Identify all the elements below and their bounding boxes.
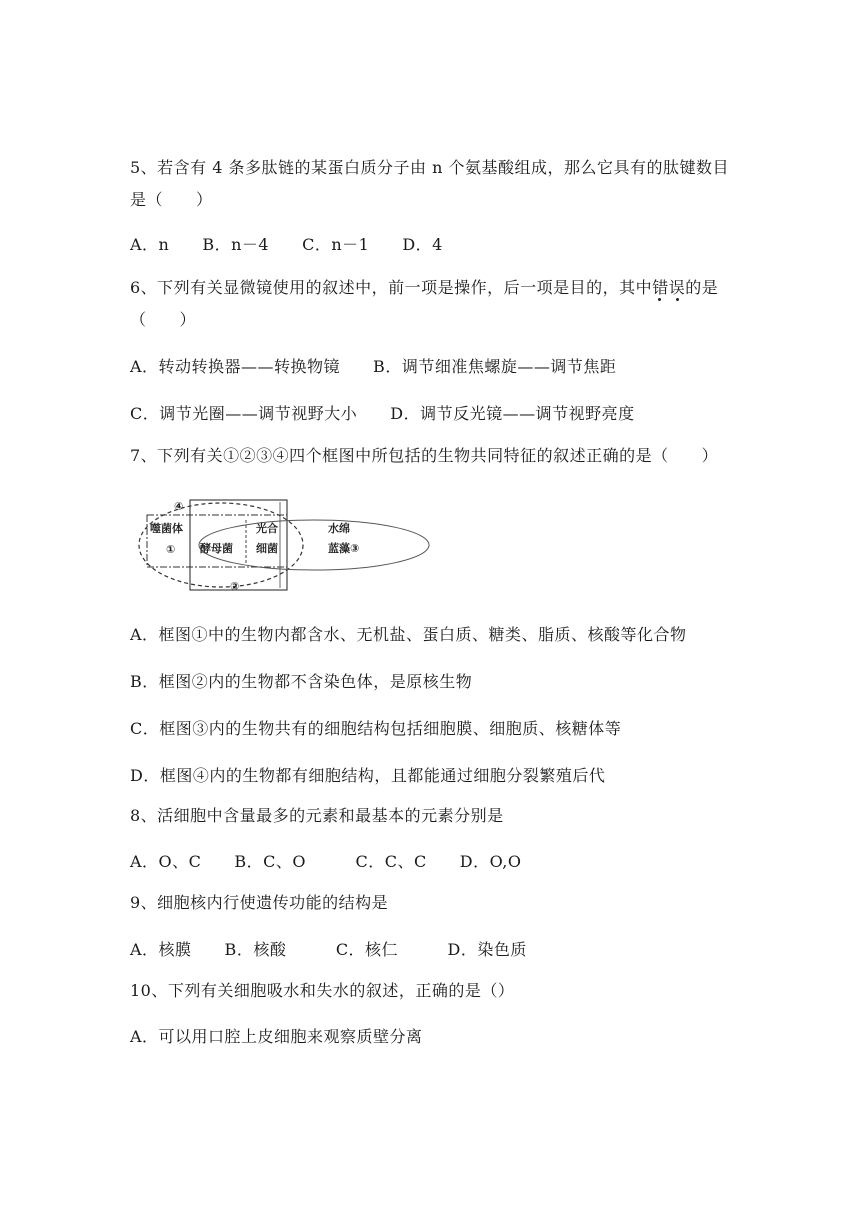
label-spirogyra: 水绵: [328, 522, 350, 535]
q6-stem-line1: [130, 278, 718, 298]
q6-emphasis-word: 错误: [652, 278, 686, 297]
q5-options: A．n B．n－4 C．n－1 D．4: [130, 235, 443, 254]
label-phage: 噬菌体: [150, 522, 183, 535]
frame-3-ellipse: [199, 520, 429, 570]
q6-stem-text: 6、下列有关显微镜使用的叙述中，前一项是操作，后一项是目的，其中: [130, 278, 653, 297]
q5-stem-line1: 5、若含有 4 条多肽链的某蛋白质分子由 n 个氨基酸组成，那么它具有的肽键数目: [130, 158, 730, 177]
q8-stem: 8、活细胞中含量最多的元素和最基本的元素分别是: [130, 806, 504, 825]
q7-option-d: D．框图④内的生物都有细胞结构，且都能通过细胞分裂繁殖后代: [130, 766, 606, 785]
q9-stem: 9、细胞核内行使遗传功能的结构是: [130, 893, 389, 912]
q7-venn-diagram: [130, 490, 430, 600]
label-2: ②: [230, 580, 240, 593]
q6-options-ab: A．转动转换器——转换物镜 B．调节细准焦螺旋——调节焦距: [130, 357, 617, 376]
q6-stem-tail: 的是: [685, 278, 719, 297]
label-1: ①: [166, 543, 176, 556]
q8-options: A．O、C B．C、O C．C、C D．O,O: [130, 852, 522, 871]
q6-stem-line2: （ ）: [130, 310, 197, 329]
q10-stem: 10、下列有关细胞吸水和失水的叙述，正确的是（）: [130, 981, 515, 1000]
label-yeast: 酵母菌: [200, 542, 233, 555]
q9-options: A．核膜 B．核酸 C．核仁 D．染色质: [130, 940, 527, 959]
q7-stem: 7、下列有关①②③④四个框图中所包括的生物共同特征的叙述正确的是（ ）: [130, 446, 719, 465]
label-4: ④: [174, 500, 184, 513]
q7-option-b: B．框图②内的生物都不含染色体，是原核生物: [130, 672, 473, 691]
q7-option-c: C．框图③内的生物共有的细胞结构包括细胞膜、细胞质、核糖体等: [130, 719, 622, 738]
q6-options-cd: C．调节光圈——调节视野大小 D．调节反光镜——调节视野亮度: [130, 404, 635, 423]
label-photo-bacteria-1: 光合: [256, 522, 278, 535]
label-photo-bacteria-2: 细菌: [256, 542, 278, 555]
q7-option-a: A．框图①中的生物内都含水、无机盐、蛋白质、糖类、脂质、核酸等化合物: [130, 625, 687, 644]
label-cyanobacteria-3: 蓝藻③: [328, 542, 360, 555]
q10-option-a: A．可以用口腔上皮细胞来观察质壁分离: [130, 1027, 423, 1046]
q5-stem-line2: 是（ ）: [130, 190, 213, 209]
